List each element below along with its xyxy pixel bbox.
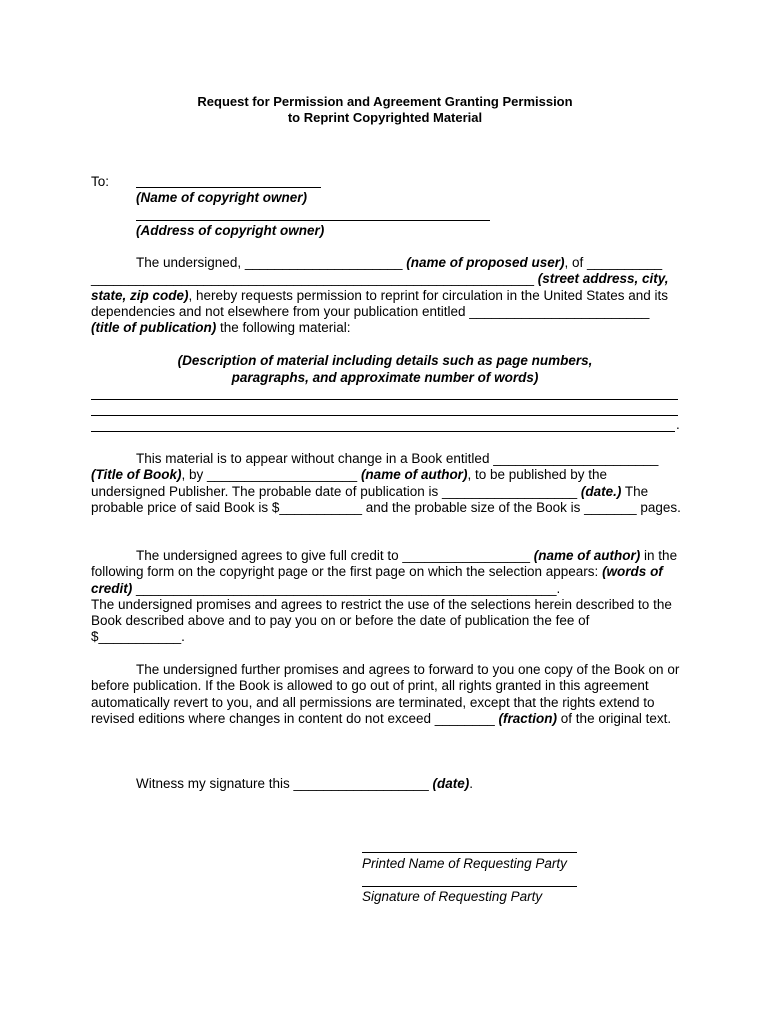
book-paragraph: This material is to appear without change in a Book entitled ______________________ (Title of Book), by ____________________ (name of author), to be published by the undersigned Publisher. The probable date of publication is __________________ (date.) The probable price of said Book is $___________ and the probable size of the Book is _______ pages. (91, 451, 681, 515)
description-line (91, 415, 678, 416)
rights-paragraph: The undersigned further promises and agrees to forward to you one copy of the Book on or before publication. If the Book is allowed to go out of print, all rights granted in this agreement automatically revert to you, and all permissions are terminated, except that the rights extend to revised editions where changes in content do not exceed ________ (fraction) of the original text. (91, 662, 680, 726)
owner-address-caption: (Address of copyright owner) (136, 223, 325, 238)
signature-caption: Signature of Requesting Party (362, 889, 543, 904)
document-title-line-1: Request for Permission and Agreement Granting Permission (197, 94, 573, 109)
witness-line: Witness my signature this __________________ (date). (136, 776, 473, 791)
owner-name-line (136, 187, 321, 188)
request-paragraph: The undersigned, _____________________ (name of proposed user), of __________ ___________________________________________________________ (street address, city, state, zip code), hereby requests permission to reprint for circulation in the United States and its dependencies and not elsewhere from your publication entitled ________________________ (title of publication) the following material: (91, 255, 669, 336)
to-label: To: (91, 174, 110, 189)
description-line (91, 399, 678, 400)
printed-name-line (362, 852, 577, 853)
description-caption-line-2: paragraphs, and approximate number of words) (231, 370, 539, 385)
owner-address-line (136, 220, 490, 221)
printed-name-caption: Printed Name of Requesting Party (362, 856, 567, 871)
owner-name-caption: (Name of copyright owner) (136, 190, 308, 205)
description-caption-line-1: (Description of material including details such as page numbers, (177, 353, 593, 368)
signature-line (362, 886, 577, 887)
document-title-line-2: to Reprint Copyrighted Material (287, 110, 483, 125)
credit-paragraph: The undersigned agrees to give full credit to _________________ (name of author) in the following form on the copyright page or the first page on which the selection appears: (words of credit) ________________________________________________________. The undersigned promises and agrees to restrict the use of the selections herein described to the Book described above and to pay you on or before the date of publication the fee of $___________. (91, 548, 678, 645)
description-period: . (676, 417, 680, 432)
description-line (91, 431, 675, 432)
